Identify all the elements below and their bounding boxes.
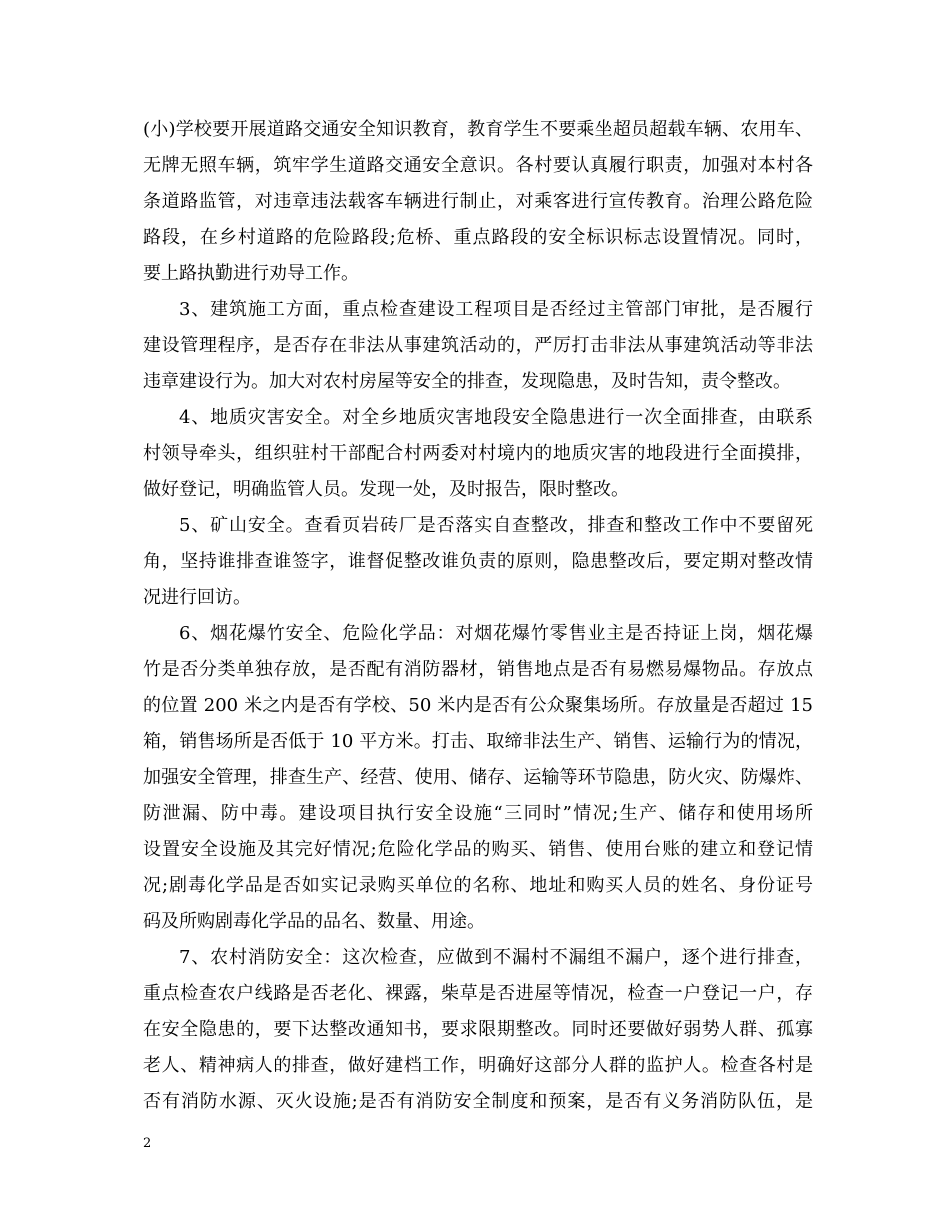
text-line: 违章建设行为。加大对农村房屋等安全的排查，发现隐患，及时告知，责令整改。 bbox=[143, 371, 791, 392]
text-line: (小)学校要开展道路交通安全知识教育，教育学生不要乘坐超员超载车辆、农用车、 bbox=[143, 119, 813, 140]
text-line: 老人、精神病人的排查，做好建档工作，明确好这部分人群的监护人。检查各村是 bbox=[143, 1055, 813, 1076]
text-line: 做好登记，明确监管人员。发现一处，及时报告，限时整改。 bbox=[143, 479, 629, 500]
document-body bbox=[143, 112, 813, 1120]
text-line: 重点检查农户线路是否老化、裸露，柴草是否进屋等情况，检查一户登记一户，存 bbox=[143, 983, 813, 1004]
text-line: 加强安全管理，排查生产、经营、使用、储存、运输等环节隐患，防火灾、防爆炸、 bbox=[143, 767, 813, 788]
text-line: 条道路监管，对违章违法载客车辆进行制止，对乘客进行宣传教育。治理公路危险 bbox=[143, 191, 813, 212]
text-line: 防泄漏、防中毒。建设项目执行安全设施“三同时”情况;生产、储存和使用场所 bbox=[143, 803, 813, 824]
text-line: 在安全隐患的，要下达整改通知书，要求限期整改。同时还要做好弱势人群、孤寡 bbox=[143, 1019, 813, 1040]
text-line: 路段，在乡村道路的危险路段;危桥、重点路段的安全标识标志设置情况。同时， bbox=[143, 227, 813, 248]
text-line: 6、烟花爆竹安全、危险化学品：对烟花爆竹零售业主是否持证上岗，烟花爆 bbox=[179, 623, 813, 644]
paragraph-5-mine bbox=[143, 508, 813, 616]
paragraph-3-construction bbox=[143, 292, 813, 400]
text-line: 4、地质灾害安全。对全乡地质灾害地段安全隐患进行一次全面排查，由联系 bbox=[179, 407, 813, 428]
text-line: 角，坚持谁排查谁签字，谁督促整改谁负责的原则，隐患整改后，要定期对整改情 bbox=[143, 551, 813, 572]
text-line: 况;剧毒化学品是否如实记录购买单位的名称、地址和购买人员的姓名、身份证号 bbox=[143, 875, 813, 896]
text-line: 建设管理程序，是否存在非法从事建筑活动的，严厉打击非法从事建筑活动等非法 bbox=[143, 335, 813, 356]
text-line: 村领导牵头，组织驻村干部配合村两委对村境内的地质灾害的地段进行全面摸排， bbox=[143, 443, 813, 464]
text-line: 设置安全设施及其完好情况;危险化学品的购买、销售、使用台账的建立和登记情 bbox=[143, 839, 813, 860]
paragraph-4-geology bbox=[143, 400, 813, 508]
text-line: 码及所购剧毒化学品的品名、数量、用途。 bbox=[143, 911, 485, 932]
paragraph-6-fireworks-chemicals bbox=[143, 616, 813, 940]
text-line: 3、建筑施工方面，重点检查建设工程项目是否经过主管部门审批，是否履行 bbox=[179, 299, 813, 320]
text-line: 7、农村消防安全：这次检查，应做到不漏村不漏组不漏户，逐个进行排查， bbox=[179, 947, 813, 968]
text-line: 况进行回访。 bbox=[143, 587, 251, 608]
text-line: 竹是否分类单独存放，是否配有消防器材，销售地点是否有易燃易爆物品。存放点 bbox=[143, 659, 813, 680]
text-line: 箱，销售场所是否低于 10 平方米。打击、取缔非法生产、销售、运输行为的情况， bbox=[143, 731, 813, 752]
text-line: 5、矿山安全。查看页岩砖厂是否落实自查整改，排查和整改工作中不要留死 bbox=[179, 515, 813, 536]
paragraph-7-fire-safety bbox=[143, 940, 813, 1120]
paragraph-1 bbox=[143, 112, 813, 292]
text-line: 要上路执勤进行劝导工作。 bbox=[143, 263, 359, 284]
text-line: 的位置 200 米之内是否有学校、50 米内是否有公众聚集场所。存放量是否超过 15 bbox=[143, 695, 813, 716]
page-number: 2 bbox=[143, 1136, 152, 1151]
text-line: 否有消防水源、灭火设施;是否有消防安全制度和预案，是否有义务消防队伍，是 bbox=[143, 1091, 813, 1112]
text-line: 无牌无照车辆，筑牢学生道路交通安全意识。各村要认真履行职责，加强对本村各 bbox=[143, 155, 813, 176]
